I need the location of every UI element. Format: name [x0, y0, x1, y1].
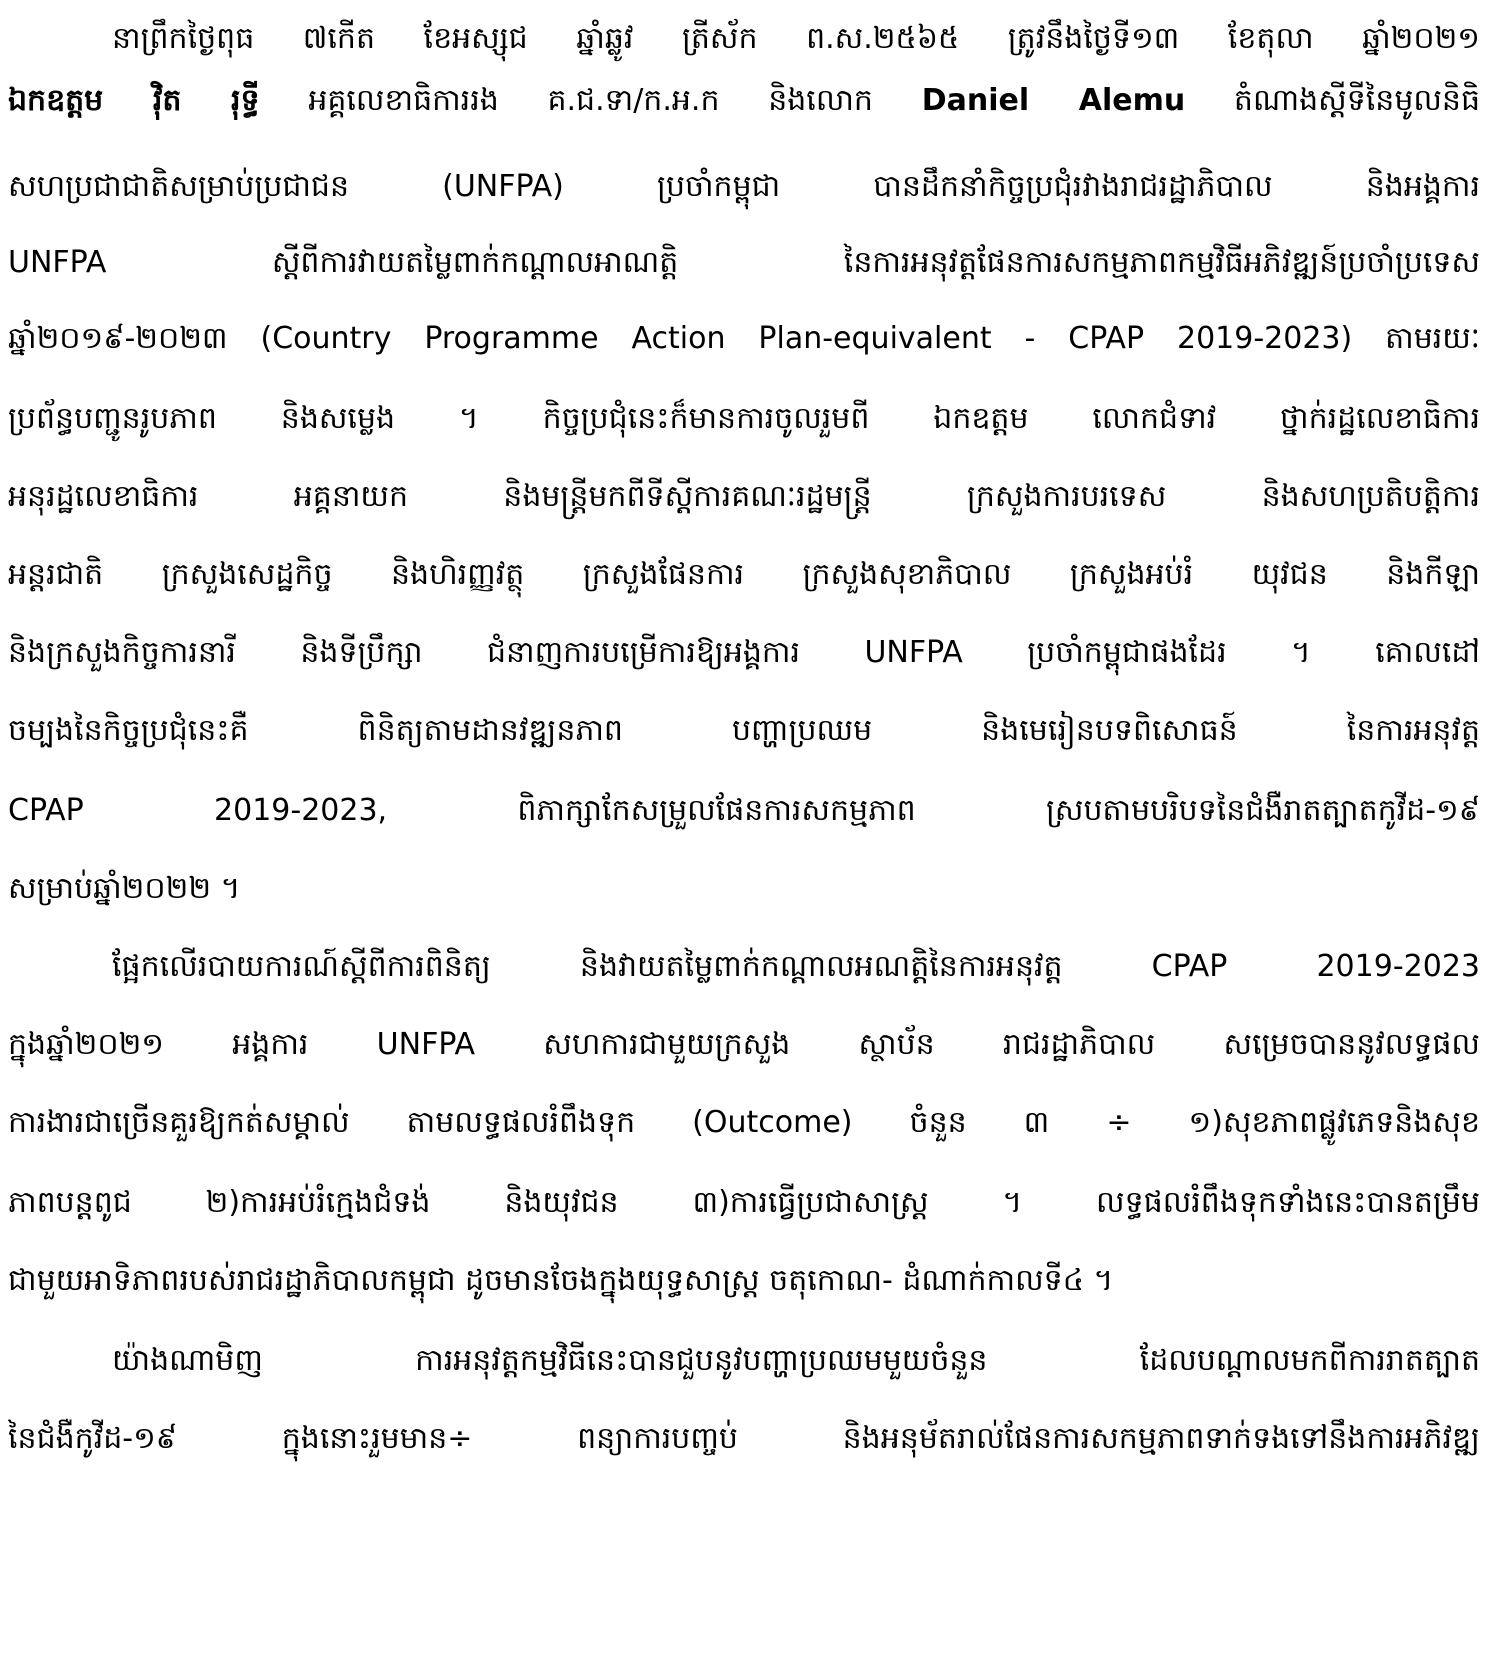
paragraph-1-line-11: CPAP 2019-2023, ពិភាក្សាកែសម្រួលផែនការសកម្មភាព ស្របតាមបរិបទនៃជំងឺរាតត្បាតកូវីដ-១៩ — [8, 793, 1480, 828]
paragraph-1-line-7: អនុរដ្ឋលេខាធិការ អគ្គនាយក និងមន្ត្រីមកពីទីស្តីការគណៈរដ្ឋមន្ត្រី ក្រសួងការបរទេស និងសហប្រតិបត្តិការ — [8, 479, 1480, 514]
official-name: ឯកឧត្តម វ៉ិត រុទ្ធី — [8, 83, 260, 118]
line-text-after: តំណាងស្តីទីនៃមូលនិធិ — [1185, 83, 1480, 118]
paragraph-1-line-12: សម្រាប់ឆ្នាំ២០២២ ។ — [8, 871, 241, 906]
paragraph-1-line-9: និងក្រសួងកិច្ចការនារី និងទីប្រឹក្សា ជំនាញការបម្រើការឱ្យអង្គការ UNFPA ប្រចាំកម្ពុជាផងដែរ ។ គោលដៅ — [8, 635, 1480, 670]
paragraph-2-line-1: ផ្អែកលើរបាយការណ៍ស្តីពីការពិនិត្យ និងវាយតម្លៃពាក់កណ្តាលអណត្តិនៃការអនុវត្ត CPAP 2019-2023 — [112, 949, 1480, 984]
paragraph-1-line-2 — [8, 70, 1480, 132]
paragraph-1-line-4: UNFPA ស្តីពីការវាយតម្លៃពាក់កណ្តាលអាណត្តិ នៃការអនុវត្តផែនការសកម្មភាពកម្មវិធីអភិវឌ្ឍន៍ប្រចាំប្រទេស — [8, 245, 1480, 280]
paragraph-2-line-5: ជាមួយអាទិភាពរបស់រាជរដ្ឋាភិបាលកម្ពុជា ដូចមានចែងក្នុងយុទ្ធសាស្ត្រ ចតុកោណ- ដំណាក់កាលទី៤ ។ — [8, 1263, 1114, 1298]
paragraph-1-line-3: សហប្រជាជាតិសម្រាប់ប្រជាជន (UNFPA) ប្រចាំកម្ពុជា បានដឹកនាំកិច្ចប្រជុំរវាងរាជរដ្ឋាភិបាល និងអង្គការ — [8, 169, 1480, 204]
paragraph-1-line-5: ឆ្នាំ២០១៩-២០២៣ (Country Programme Action Plan-equivalent - CPAP 2019-2023) តាមរយៈ — [8, 321, 1480, 356]
paragraph-2-line-2: ក្នុងឆ្នាំ២០២១ អង្គការ UNFPA សហការជាមួយក្រសួង ស្ថាប័ន រាជរដ្ឋាភិបាល សម្រេចបាននូវលទ្ធផល — [8, 1027, 1480, 1062]
line-text: អគ្គលេខាធិការរង គ.ជ.ទា/ក.អ.ក និងលោក — [259, 83, 922, 118]
paragraph-2-line-3: ការងារជាច្រើនគួរឱ្យកត់សម្គាល់ តាមលទ្ធផលរំពឹងទុក (Outcome) ចំនួន ៣ ÷ ១)សុខភាពផ្លូវភេទនិងសុខ — [8, 1105, 1480, 1140]
paragraph-1-line-10: ចម្បងនៃកិច្ចប្រជុំនេះគឺ ពិនិត្យតាមដានវឌ្ឍនភាព បញ្ហាប្រឈម និងមេរៀនបទពិសោធន៍ នៃការអនុវត្ត — [8, 713, 1480, 748]
paragraph-3-line-1: យ៉ាងណាមិញ ការអនុវត្តកម្មវិធីនេះបានជួបនូវបញ្ហាប្រឈមមួយចំនួន ដែលបណ្តាលមកពីការរាតត្បាត — [112, 1343, 1480, 1378]
paragraph-1-line-6: ប្រព័ន្ធបញ្ជូនរូបភាព និងសម្លេង ។ កិច្ចប្រជុំនេះក៏មានការចូលរួមពី ឯកឧត្តម លោកជំទាវ ថ្នាក់រដ្ឋលេខាធិការ — [8, 401, 1480, 436]
paragraph-1-line-1: នាព្រឹកថ្ងៃពុធ ៧កើត ខែអស្សុជ ឆ្នាំឆ្លូវ ត្រីស័ក ព.ស.២៥៦៥ ត្រូវនឹងថ្ងៃទី១៣ ខែតុលា ឆ្នាំ២០២១ — [112, 21, 1480, 56]
paragraph-1-line-8: អន្តរជាតិ ក្រសួងសេដ្ឋកិច្ច និងហិរញ្ញវត្ថុ ក្រសួងផែនការ ក្រសួងសុខាភិបាល ក្រសួងអប់រំ យុវជន និងកីឡា — [8, 557, 1480, 592]
paragraph-3-line-2: នៃជំងឺកូវីដ-១៩ ក្នុងនោះរួមមាន÷ ពន្យាការបញ្ចប់ និងអនុម័តរាល់ផែនការសកម្មភាពទាក់ទងទៅនឹងការអភិវឌ្ឍ — [8, 1421, 1480, 1456]
representative-name: Daniel Alemu — [921, 83, 1186, 118]
paragraph-2-line-4: ភាពបន្តពូជ ២)ការអប់រំក្មេងជំទង់ និងយុវជន ៣)ការធ្វើប្រជាសាស្ត្រ ។ លទ្ធផលរំពឹងទុកទាំងនេះបានតម្រឹម — [8, 1185, 1480, 1220]
